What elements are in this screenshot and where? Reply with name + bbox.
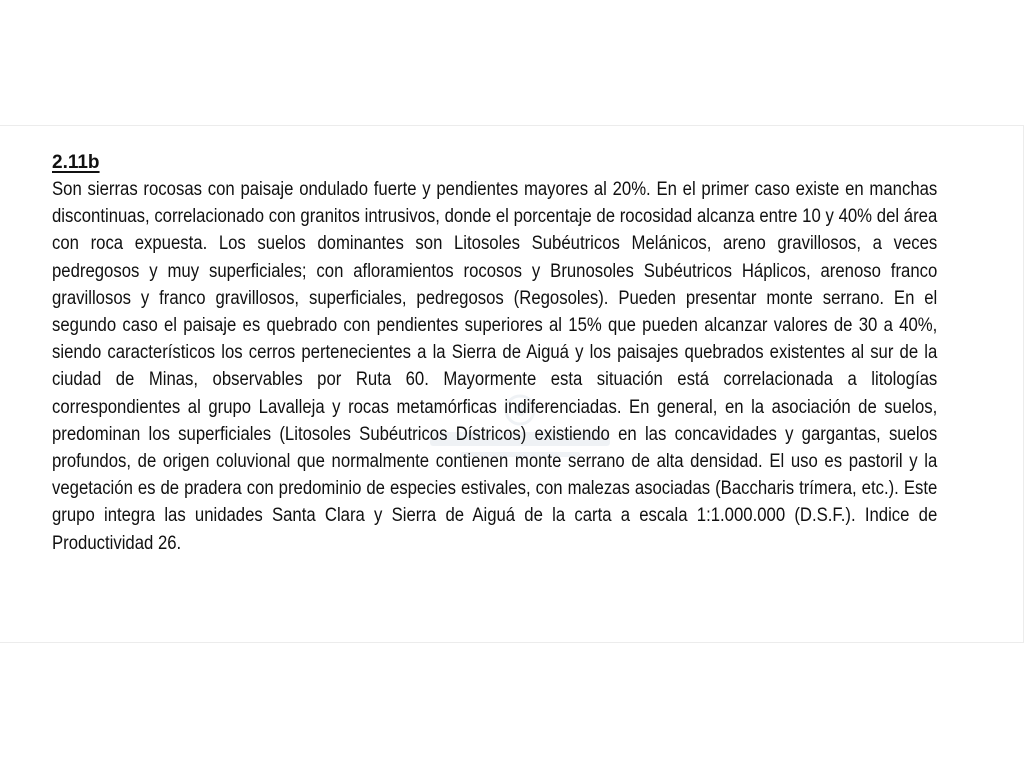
section-heading: 2.11b [52, 152, 100, 173]
section-paragraph: Son sierras rocosas con paisaje ondulado fuerte y pendientes mayores al 20%. En el primer caso existe en manchas discontinuas, correlacionado con granitos intrusivos, donde el porcentaje de rocosidad alcanza entre 10 y 40% del área con roca expuesta. Los suelos dominantes son Litosoles Subéutricos Melánicos, areno gravillosos, a veces pedregosos y muy superficiales; con afloramientos rocosos y Brunosoles Subéutricos Háplicos, arenoso franco gravillosos y franco gravillosos, superficiales, pedregosos (Regosoles). Pueden presentar monte serrano. En el segundo caso el paisaje es quebrado con pendientes superiores al 15% que pueden alcanzar valores de 30 a 40%, siendo característicos los cerros pertenecientes a la Sierra de Aiguá y los paisajes quebrados existentes al sur de la ciudad de Minas, observables por Ruta 60. Mayormente esta situación está correlacionada a litologías correspondientes al grupo Lavalleja y rocas metamórficas indiferenciadas. En general, en la asociación de suelos, predominan los superficiales (Litosoles Subéutricos Dístricos) existiendo en las concavidades y gargantas, suelos profundos, de origen coluvional que normalmente contienen monte serrano de alta densidad. El uso es pastoril y la vegetación es de pradera con predominio de especies estivales, con malezas asociadas (Baccharis trímera, etc.). Este grupo integra las unidades Santa Clara y Sierra de Aiguá de la carta a escala 1:1.000.000 (D.S.F.). Indice de Productividad 26. [52, 179, 938, 554]
